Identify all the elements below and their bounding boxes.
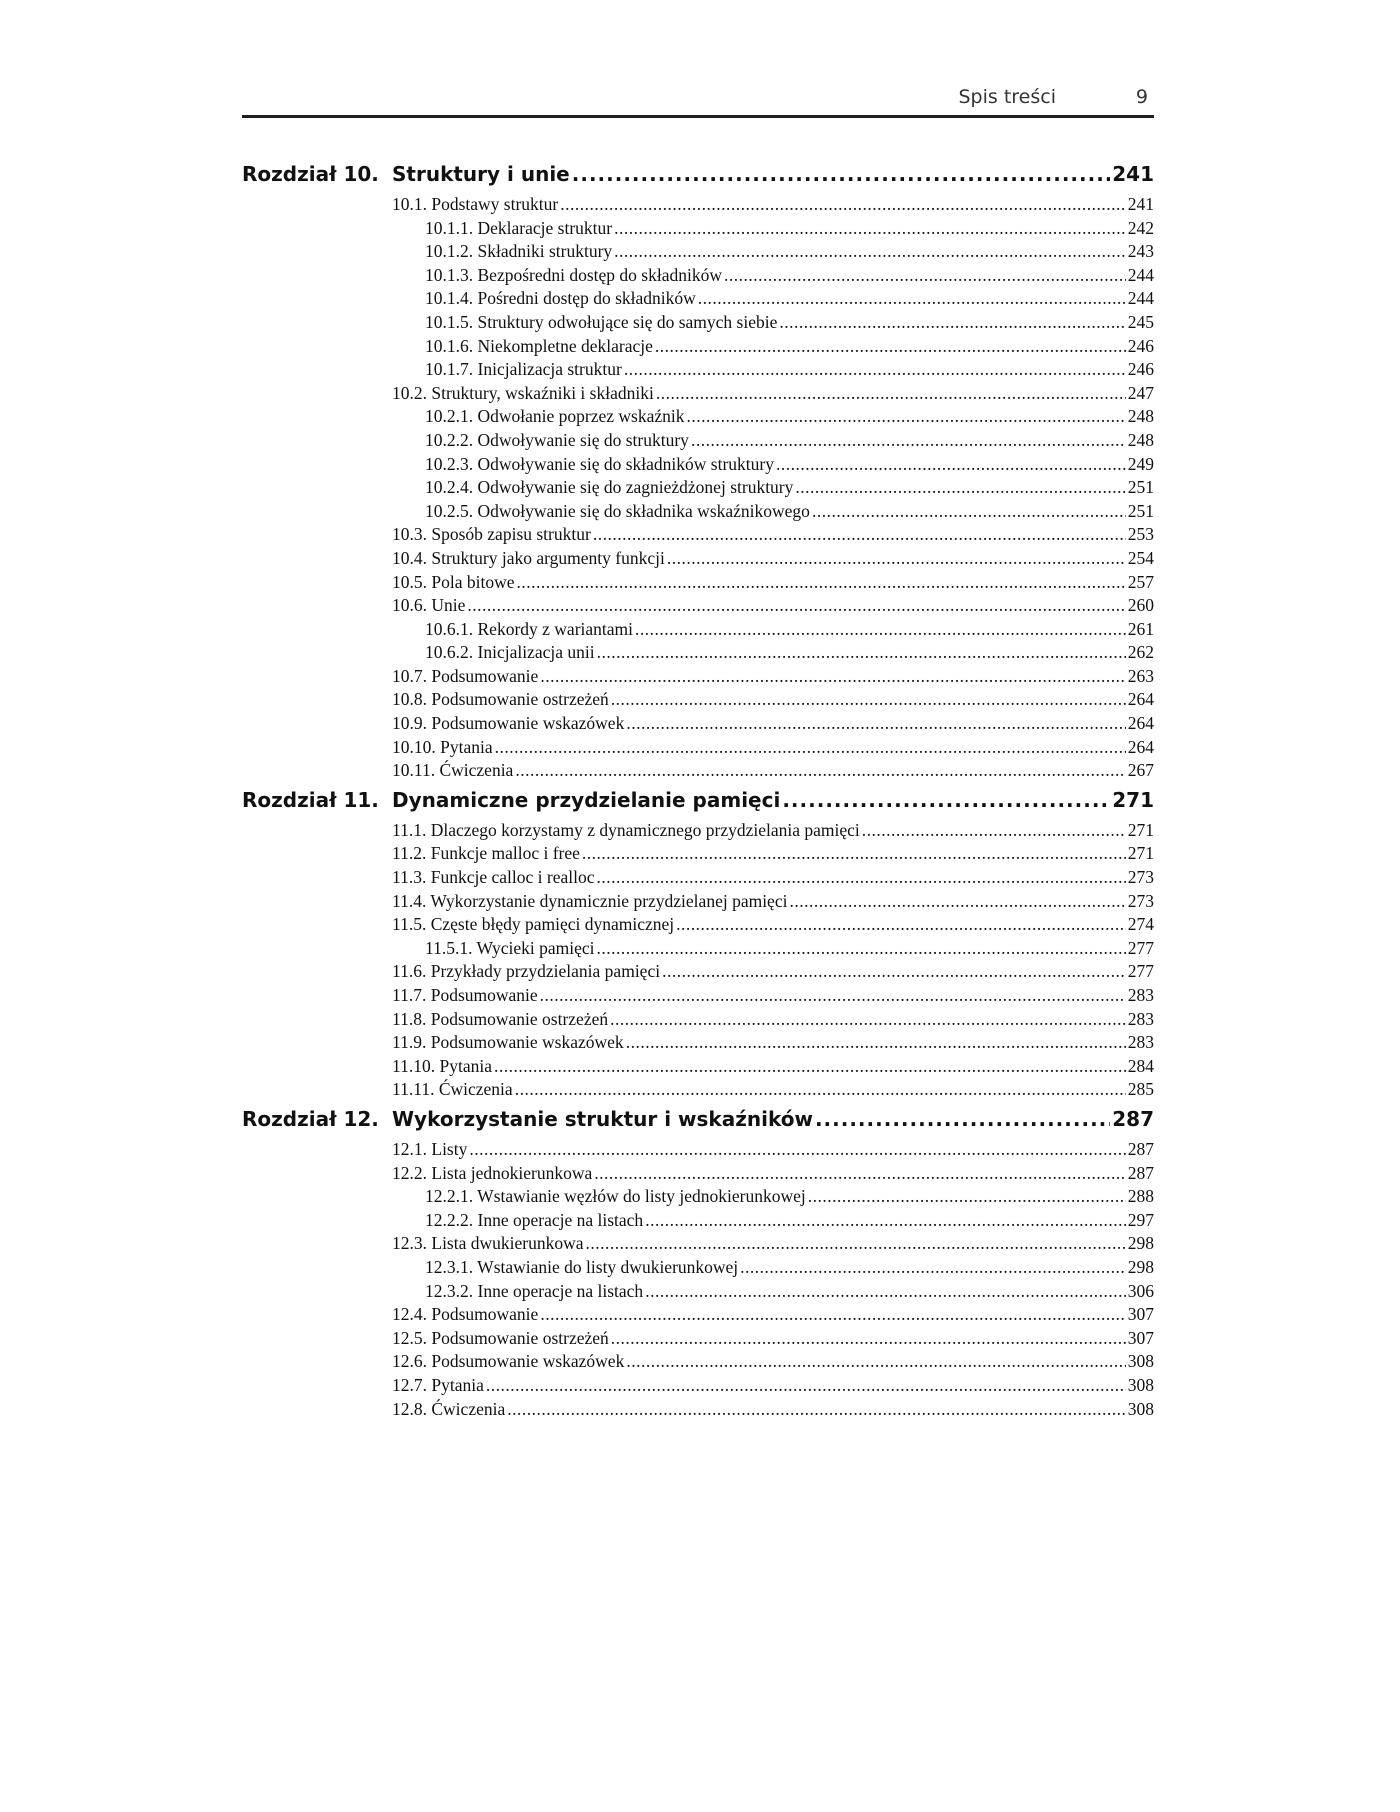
entry-page-number: 267 [1127, 760, 1154, 781]
entry-page-number: 277 [1127, 937, 1154, 958]
toc-section-entry[interactable] [392, 548, 1154, 572]
entry-title: 10.2.1. Odwołanie poprzez wskaźnik [425, 406, 685, 427]
entry-page-number: 261 [1127, 618, 1154, 639]
entry-title: 10.3. Sposób zapisu struktur [392, 524, 591, 545]
toc-section-entry[interactable] [392, 1328, 1154, 1352]
toc-section-entry[interactable] [392, 1079, 1154, 1103]
chapter-page-number: 241 [1112, 162, 1154, 186]
entry-title: 12.2.1. Wstawianie węzłów do listy jednokierunkowej [425, 1186, 806, 1207]
entry-title: 10.6.2. Inicjalizacja unii [425, 642, 595, 663]
entry-title: 10.10. Pytania [392, 736, 493, 757]
entry-page-number: 283 [1127, 1032, 1154, 1053]
entry-page-number: 263 [1127, 665, 1154, 686]
entry-page-number: 306 [1127, 1280, 1154, 1301]
entry-title: 12.4. Podsumowanie [392, 1304, 539, 1325]
dot-leader [515, 1079, 1126, 1100]
toc-section-entry[interactable] [392, 689, 1154, 713]
entry-title: 10.5. Pola bitowe [392, 571, 515, 592]
dot-leader [812, 501, 1126, 522]
entry-page-number: 283 [1127, 1008, 1154, 1029]
toc-section-entry[interactable] [392, 595, 1154, 619]
entry-page-number: 264 [1127, 713, 1154, 734]
dot-leader [676, 914, 1126, 935]
entry-page-number: 246 [1127, 335, 1154, 356]
entry-title: 10.1.6. Niekompletne deklaracje [425, 335, 653, 356]
dot-leader [540, 985, 1126, 1006]
entry-page-number: 242 [1127, 217, 1154, 238]
toc-subsection-entry[interactable] [425, 265, 1154, 289]
toc-subsection-entry[interactable] [425, 312, 1154, 336]
dot-leader [467, 595, 1125, 616]
toc-section-entry[interactable] [392, 914, 1154, 938]
entry-title: 10.9. Podsumowanie wskazówek [392, 713, 625, 734]
dot-leader [656, 383, 1126, 404]
chapter-page-number: 287 [1112, 1106, 1154, 1131]
toc-section-entry[interactable] [392, 713, 1154, 737]
dot-leader [626, 1351, 1125, 1372]
entry-title: 12.8. Ćwiczenia [392, 1398, 506, 1419]
dot-leader [495, 737, 1126, 758]
toc-subsection-entry[interactable] [425, 359, 1154, 383]
dot-leader [611, 1328, 1126, 1349]
toc-section-entry[interactable] [392, 985, 1154, 1009]
entry-page-number: 248 [1127, 429, 1154, 450]
entry-page-number: 262 [1127, 642, 1154, 663]
toc-section-entry[interactable] [392, 1056, 1154, 1080]
entry-title: 12.1. Listy [392, 1138, 468, 1159]
entry-page-number: 298 [1127, 1256, 1154, 1277]
toc-section-entry[interactable] [392, 1009, 1154, 1033]
toc-subsection-entry[interactable] [425, 430, 1154, 454]
entry-title: 10.1. Podstawy struktur [392, 194, 559, 214]
toc-section-entry[interactable] [392, 524, 1154, 548]
dot-leader [614, 241, 1126, 262]
entry-page-number: 308 [1127, 1398, 1154, 1419]
toc-section-entry[interactable] [392, 891, 1154, 915]
entry-page-number: 248 [1127, 406, 1154, 427]
dot-leader [540, 1304, 1125, 1325]
dot-leader [655, 336, 1126, 357]
entry-title: 12.2. Lista jednokierunkowa [392, 1162, 593, 1183]
dot-leader [596, 867, 1125, 888]
entry-title: 12.2.2. Inne operacje na listach [425, 1209, 644, 1230]
entry-title: 11.7. Podsumowanie [392, 985, 538, 1005]
chapter-block [242, 788, 1154, 1103]
entry-title: 10.2.2. Odwoływanie się do struktury [425, 429, 689, 450]
entry-page-number: 245 [1127, 311, 1154, 332]
toc-subsection-entry[interactable] [425, 642, 1154, 666]
table-of-contents [242, 162, 1154, 1426]
toc-subsection-entry[interactable] [425, 288, 1154, 312]
dot-leader [486, 1375, 1126, 1396]
toc-subsection-entry[interactable] [425, 1186, 1154, 1210]
entry-title: 10.1.3. Bezpośredni dostęp do składników [425, 264, 722, 285]
entry-title: 10.1.4. Pośredni dostęp do składników [425, 288, 696, 309]
entry-title: 12.7. Pytania [392, 1374, 484, 1395]
entry-title: 10.1.7. Inicjalizacja struktur [425, 359, 622, 380]
entry-page-number: 297 [1127, 1209, 1154, 1230]
dot-leader [626, 1032, 1126, 1053]
entry-page-number: 271 [1127, 819, 1154, 840]
entry-page-number: 244 [1127, 288, 1154, 309]
dot-leader [610, 1009, 1126, 1030]
entry-title: 10.2.5. Odwoływanie się do składnika wskaźnikowego [425, 500, 810, 521]
entry-page-number: 251 [1127, 477, 1154, 498]
entry-title: 11.4. Wykorzystanie dynamicznie przydzielanej pamięci [392, 890, 788, 911]
entry-title: 10.2.4. Odwoływanie się do zagnieżdżonej struktury [425, 477, 794, 498]
toc-subsection-entry[interactable] [425, 1281, 1154, 1305]
toc-section-entry[interactable] [392, 1375, 1154, 1399]
entry-page-number: 260 [1127, 595, 1154, 616]
entry-title: 10.1.1. Deklaracje struktur [425, 217, 613, 238]
toc-section-entry[interactable] [392, 383, 1154, 407]
chapter-heading[interactable] [242, 162, 1154, 194]
dot-leader [724, 265, 1126, 286]
dot-leader [582, 843, 1126, 864]
entry-title: 11.2. Funkcje malloc i free [392, 843, 580, 864]
dot-leader [626, 713, 1125, 734]
entry-title: 11.11. Ćwiczenia [392, 1079, 513, 1100]
chapter-heading[interactable] [242, 1107, 1154, 1139]
entry-page-number: 287 [1127, 1162, 1154, 1183]
toc-section-entry[interactable] [392, 760, 1154, 784]
dot-leader [808, 1186, 1126, 1207]
chapter-heading[interactable] [242, 788, 1154, 820]
entry-title: 12.3.1. Wstawianie do listy dwukierunkowej [425, 1256, 739, 1277]
entry-page-number: 273 [1127, 890, 1154, 911]
chapter-label: Rozdział 12. [242, 1106, 379, 1131]
chapter-title: Wykorzystanie struktur i wskaźników [392, 1106, 813, 1131]
dot-leader [469, 1139, 1125, 1160]
entry-title: 10.4. Struktury jako argumenty funkcji [392, 547, 665, 568]
dot-leader [635, 619, 1126, 640]
entry-page-number: 243 [1127, 241, 1154, 262]
entry-page-number: 264 [1127, 736, 1154, 757]
chapter-page-number: 271 [1112, 787, 1154, 812]
entry-page-number: 241 [1127, 194, 1154, 214]
entry-title: 10.8. Podsumowanie ostrzeżeń [392, 689, 609, 710]
dot-leader [645, 1281, 1126, 1302]
entry-page-number: 287 [1127, 1138, 1154, 1159]
dot-leader [740, 1257, 1126, 1278]
dot-leader [593, 524, 1126, 545]
entry-title: 11.3. Funkcje calloc i realloc [392, 867, 595, 888]
running-head: Spis treści [958, 86, 1056, 108]
toc-section-entry[interactable] [392, 1233, 1154, 1257]
toc-section-entry[interactable] [392, 1351, 1154, 1375]
entry-title: 12.3. Lista dwukierunkowa [392, 1233, 584, 1254]
chapter-label: Rozdział 11. [242, 787, 379, 812]
entry-title: 11.9. Podsumowanie wskazówek [392, 1032, 624, 1053]
dot-leader [776, 454, 1126, 475]
entry-page-number: 277 [1127, 961, 1154, 982]
dot-leader [517, 572, 1126, 593]
entry-page-number: 264 [1127, 689, 1154, 710]
entry-title: 11.6. Przykłady przydzielania pamięci [392, 961, 661, 982]
entry-title: 10.2. Struktury, wskaźniki i składniki [392, 382, 654, 403]
entry-title: 11.1. Dlaczego korzystamy z dynamicznego przydzielania pamięci [392, 819, 860, 840]
dot-leader [782, 788, 1110, 812]
page-number: 9 [1135, 86, 1148, 108]
toc-section-entry[interactable] [392, 820, 1154, 844]
toc-subsection-entry[interactable] [425, 454, 1154, 478]
dot-leader [662, 961, 1126, 982]
dot-leader [507, 1399, 1126, 1420]
entry-page-number: 288 [1127, 1186, 1154, 1207]
entry-title: 10.1.2. Składniki struktury [425, 241, 613, 262]
dot-leader [815, 1107, 1110, 1131]
entry-title: 11.5.1. Wycieki pamięci [425, 937, 595, 958]
entry-page-number: 253 [1127, 524, 1154, 545]
toc-subsection-entry[interactable] [425, 477, 1154, 501]
toc-section-entry[interactable] [392, 737, 1154, 761]
chapter-block [242, 162, 1154, 784]
toc-section-entry[interactable] [392, 1139, 1154, 1163]
toc-subsection-entry[interactable] [425, 501, 1154, 525]
toc-section-entry[interactable] [392, 1399, 1154, 1423]
toc-subsection-entry[interactable] [425, 1210, 1154, 1234]
dot-leader [594, 1163, 1126, 1184]
entry-page-number: 307 [1127, 1304, 1154, 1325]
entry-page-number: 271 [1127, 843, 1154, 864]
dot-leader [614, 218, 1126, 239]
toc-section-entry[interactable] [392, 961, 1154, 985]
entry-page-number: 246 [1127, 359, 1154, 380]
chapter-title: Dynamiczne przydzielanie pamięci [392, 787, 781, 812]
entry-title: 11.5. Częste błędy pamięci dynamicznej [392, 914, 675, 935]
dot-leader [572, 162, 1111, 186]
entry-title: 11.8. Podsumowanie ostrzeżeń [392, 1008, 609, 1029]
toc-subsection-entry[interactable] [425, 406, 1154, 430]
dot-leader [597, 642, 1126, 663]
entry-page-number: 273 [1127, 867, 1154, 888]
entry-page-number: 283 [1127, 985, 1154, 1005]
entry-title: 10.6. Unie [392, 595, 466, 616]
entry-page-number: 308 [1127, 1374, 1154, 1395]
entry-title: 10.2.3. Odwoływanie się do składników struktury [425, 453, 774, 474]
toc-section-entry[interactable] [392, 666, 1154, 690]
toc-subsection-entry[interactable] [425, 938, 1154, 962]
chapter-label: Rozdział 10. [242, 162, 379, 186]
entry-page-number: 307 [1127, 1327, 1154, 1348]
entry-title: 11.10. Pytania [392, 1055, 492, 1076]
entry-page-number: 247 [1127, 382, 1154, 403]
chapter-title: Struktury i unie [392, 162, 570, 186]
entry-page-number: 249 [1127, 453, 1154, 474]
toc-section-entry[interactable] [392, 867, 1154, 891]
dot-leader [624, 359, 1126, 380]
entry-title: 10.11. Ćwiczenia [392, 760, 514, 781]
toc-section-entry[interactable] [392, 572, 1154, 596]
dot-leader [540, 666, 1125, 687]
entry-page-number: 244 [1127, 264, 1154, 285]
dot-leader [645, 1210, 1126, 1231]
entry-page-number: 298 [1127, 1233, 1154, 1254]
toc-subsection-entry[interactable] [425, 619, 1154, 643]
entry-title: 10.1.5. Struktury odwołujące się do samych siebie [425, 311, 778, 332]
entry-page-number: 308 [1127, 1351, 1154, 1372]
dot-leader [515, 760, 1125, 781]
chapter-block [242, 1107, 1154, 1422]
dot-leader [795, 477, 1125, 498]
entry-title: 10.6.1. Rekordy z wariantami [425, 618, 634, 639]
entry-page-number: 284 [1127, 1055, 1154, 1076]
entry-page-number: 285 [1127, 1079, 1154, 1100]
page-header [242, 84, 1154, 118]
dot-leader [698, 288, 1126, 309]
entry-title: 10.7. Podsumowanie [392, 665, 539, 686]
dot-leader [789, 891, 1125, 912]
entry-title: 12.6. Podsumowanie wskazówek [392, 1351, 625, 1372]
toc-subsection-entry[interactable] [425, 1257, 1154, 1281]
toc-section-entry[interactable] [392, 843, 1154, 867]
toc-section-entry[interactable] [392, 1163, 1154, 1187]
dot-leader [611, 689, 1126, 710]
entry-title: 12.5. Podsumowanie ostrzeżeń [392, 1327, 609, 1348]
entry-page-number: 257 [1127, 571, 1154, 592]
toc-section-entry[interactable] [392, 194, 1154, 218]
dot-leader [494, 1056, 1126, 1077]
dot-leader [597, 938, 1126, 959]
dot-leader [667, 548, 1126, 569]
toc-subsection-entry[interactable] [425, 241, 1154, 265]
dot-leader [560, 194, 1126, 215]
entry-page-number: 251 [1127, 500, 1154, 521]
entry-page-number: 274 [1127, 914, 1154, 935]
toc-section-entry[interactable] [392, 1304, 1154, 1328]
dot-leader [687, 406, 1126, 427]
dot-leader [862, 820, 1126, 841]
dot-leader [779, 312, 1125, 333]
entry-page-number: 254 [1127, 547, 1154, 568]
toc-section-entry[interactable] [392, 1032, 1154, 1056]
dot-leader [691, 430, 1126, 451]
dot-leader [586, 1233, 1126, 1254]
toc-subsection-entry[interactable] [425, 218, 1154, 242]
entry-title: 12.3.2. Inne operacje na listach [425, 1280, 644, 1301]
toc-subsection-entry[interactable] [425, 336, 1154, 360]
